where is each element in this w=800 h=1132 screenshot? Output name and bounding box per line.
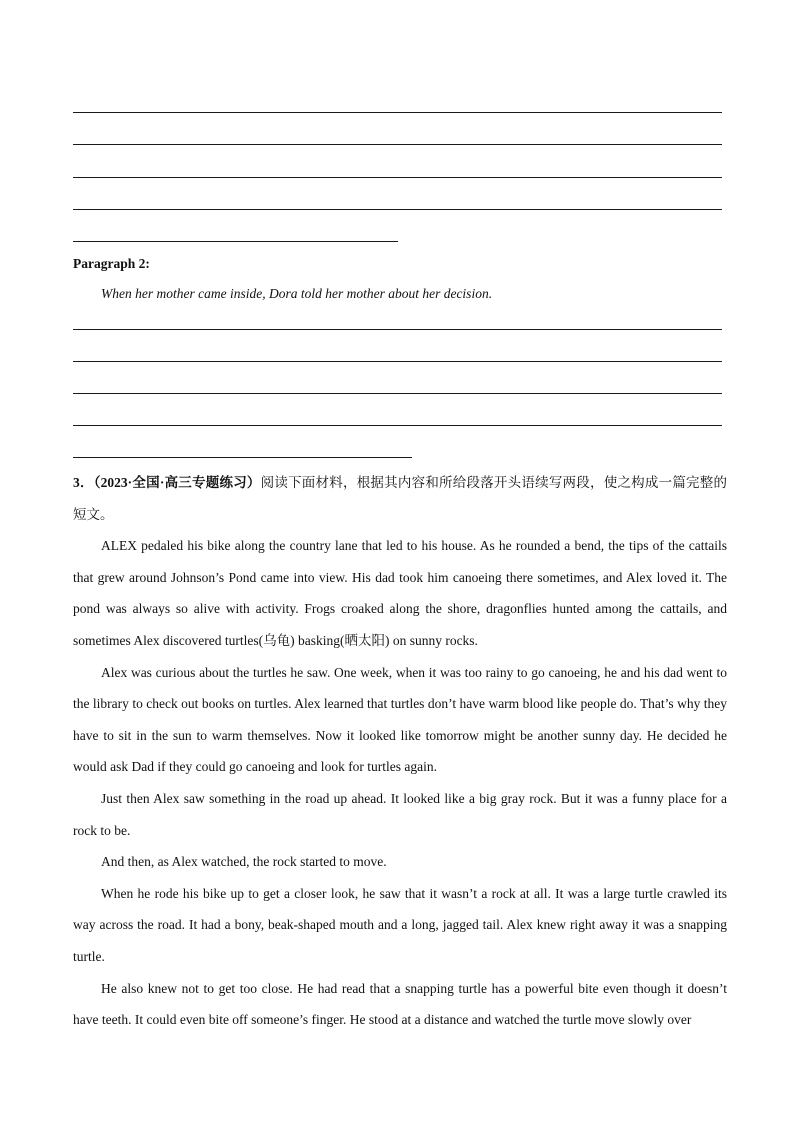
answer-line[interactable] bbox=[73, 329, 722, 330]
question-3 bbox=[73, 467, 727, 1036]
answer-line[interactable] bbox=[73, 393, 722, 394]
story-paragraph: Alex was curious about the turtles he saw. One week, when it was too rainy to go canoeing, he and his dad went to the library to check out books on turtles. Alex learned that turtles don’t have warm blood like people do. That’s why they have to sit in the sun to warm themselves. Now it looked like tomorrow might be another sunny day. He decided he would ask Dad if they could go canoeing and look for turtles again. bbox=[73, 664, 727, 775]
story-paragraph: He also knew not to get too close. He had read that a snapping turtle has a powerful bite even though it doesn’t have teeth. It could even bite off someone’s finger. He stood at a distance and watched the turtle move slowly over bbox=[73, 980, 727, 1028]
story-paragraph: Just then Alex saw something in the road up ahead. It looked like a big gray rock. But it was a funny place for a rock to be. bbox=[73, 790, 727, 838]
paragraph-2-heading: Paragraph 2: bbox=[73, 256, 150, 271]
answer-line[interactable] bbox=[73, 425, 722, 426]
paragraph-2-starter: When her mother came inside, Dora told her mother about her decision. bbox=[101, 286, 493, 301]
story-paragraph: And then, as Alex watched, the rock started to move. bbox=[101, 854, 387, 870]
question-number: 3． bbox=[73, 475, 94, 490]
answer-line[interactable] bbox=[73, 361, 722, 362]
answer-line-short[interactable] bbox=[73, 241, 398, 242]
answer-line[interactable] bbox=[73, 112, 722, 113]
question-source: （2023·全国·高三专题练习） bbox=[93, 475, 261, 490]
answer-line[interactable] bbox=[73, 209, 722, 210]
question-instruction: 阅读下面材料，根据其内容和所给段落开头语续写两段，使之构成一篇完整的短文。 bbox=[73, 475, 728, 522]
answer-line[interactable] bbox=[73, 144, 722, 145]
story-paragraph: When he rode his bike up to get a closer look, he saw that it wasn’t a rock at all. It was a large turtle crawled its way across the road. It had a bony, beak-shaped mouth and a long, jagged tail. Alex knew right away it was a snapping turtle. bbox=[73, 885, 727, 964]
answer-line[interactable] bbox=[73, 177, 722, 178]
question-3-prompt bbox=[73, 467, 727, 530]
answer-line-short[interactable] bbox=[73, 457, 412, 458]
story-paragraph: ALEX pedaled his bike along the country lane that led to his house. As he rounded a bend, the tips of the cattails that grew around Johnson’s Pond came into view. His dad took him canoeing there sometimes, and Alex loved it. The pond was always so alive with activity. Frogs croaked along the shore, dragonflies hunted among the cattails, and sometimes Alex discovered turtles(乌龟) basking(晒太阳) on sunny rocks. bbox=[73, 538, 727, 648]
